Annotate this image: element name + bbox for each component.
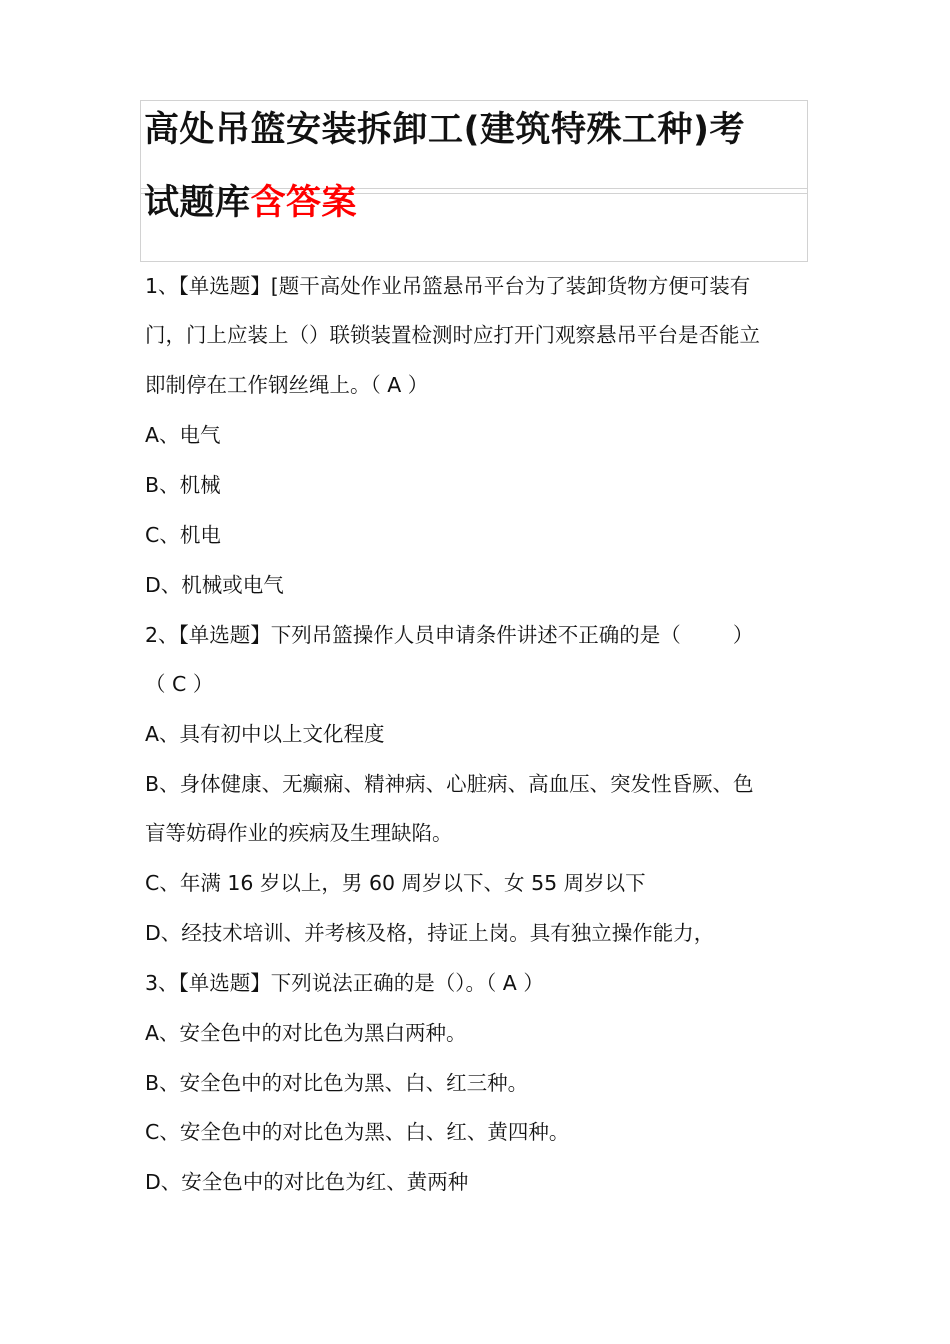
question-1-option-c: C、机电	[145, 523, 221, 547]
question-3-text-line-1: 3、【单选题】下列说法正确的是（）。（ A ）	[145, 971, 544, 995]
question-2-option-b-line-1: B、身体健康、无癫痫、精神病、心脏病、高血压、突发性昏厥、色	[145, 772, 754, 796]
question-3-option-b: B、安全色中的对比色为黑、白、红三种。	[145, 1071, 529, 1095]
question-1-text-line-3: 即制停在工作钢丝绳上。（ A ）	[145, 373, 429, 397]
question-1-option-d: D、机械或电气	[145, 573, 284, 597]
frame-top-line	[140, 100, 808, 101]
question-3-option-c: C、安全色中的对比色为黑、白、红、黄四种。	[145, 1120, 570, 1144]
frame-bottom-line	[140, 261, 808, 262]
question-3-option-a: A、安全色中的对比色为黑白两种。	[145, 1021, 467, 1045]
title-red-part: 含答案	[250, 183, 358, 223]
question-1-option-b: B、机械	[145, 473, 221, 497]
page-title-line-2	[144, 179, 357, 227]
question-2-text-line-1: 2、【单选题】下列吊篮操作人员申请条件讲述不正确的是（ ）	[145, 623, 754, 647]
question-2-option-a: A、具有初中以上文化程度	[145, 722, 385, 746]
question-2-option-b-line-2: 盲等妨碍作业的疾病及生理缺陷。	[145, 821, 453, 845]
page-title-line-1: 高处吊篮安装拆卸工(建筑特殊工种)考	[144, 110, 745, 150]
frame-right-line	[807, 100, 808, 262]
question-3-option-d: D、安全色中的对比色为红、黄两种	[145, 1170, 469, 1194]
question-2-text-line-2: （ C ）	[145, 672, 214, 696]
question-2-option-d: D、经技术培训、并考核及格，持证上岗。具有独立操作能力，	[145, 921, 715, 945]
question-1-option-a: A、电气	[145, 423, 221, 447]
title-frame	[140, 100, 808, 262]
question-1-text-line-1: 1、【单选题】[题干高处作业吊篮悬吊平台为了装卸货物方便可装有	[145, 274, 751, 298]
title-black-part: 试题库	[144, 183, 251, 223]
frame-left-line	[140, 100, 141, 262]
question-1-text-line-2: 门，门上应装上（）联锁装置检测时应打开门观察悬吊平台是否能立	[145, 323, 760, 347]
question-2-option-c: C、年满 16 岁以上，男 60 周岁以下、女 55 周岁以下	[145, 871, 646, 895]
